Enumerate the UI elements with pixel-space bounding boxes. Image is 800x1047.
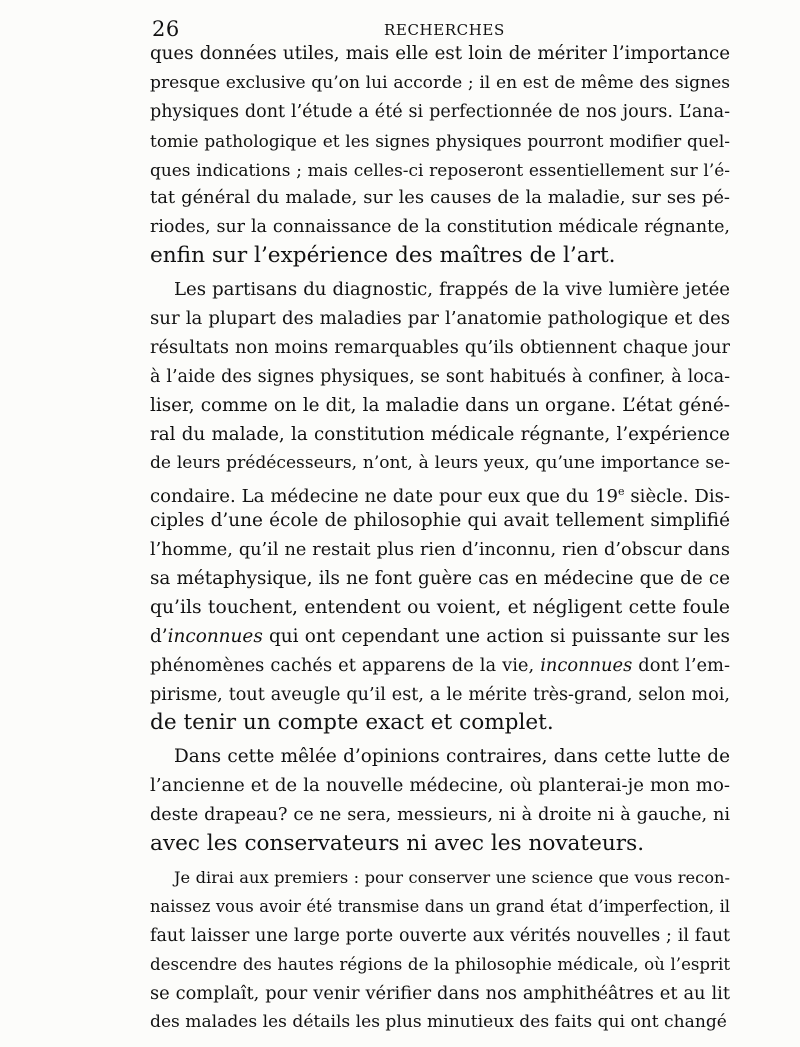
text-line: physiques dont l’étude a été si perfectionnée de nos jours. L’ana- — [150, 101, 730, 122]
body-text — [150, 40, 730, 1037]
text-line: condaire. La médecine ne date pour eux que du 19e siècle. Dis- — [150, 485, 730, 508]
text-line: Je dirai aux premiers : pour conserver une science que vous recon- — [174, 867, 730, 887]
text-line: pirisme, tout aveugle qu’il est, a le mérite très-grand, selon moi, — [150, 684, 730, 705]
text-line: d’inconnues qui ont cependant une action si puissante sur les — [150, 625, 730, 647]
text-line: Les partisans du diagnostic, frappés de la vive lumière jetée — [174, 279, 730, 301]
text-line: faut laisser une large porte ouverte aux vérités nouvelles ; il faut — [150, 925, 730, 946]
page-number: 26 — [152, 17, 180, 41]
text-line: deste drapeau? ce ne sera, messieurs, ni à droite ni à gauche, ni — [150, 805, 730, 826]
text-line: avec les conservateurs ni avec les novateurs. — [150, 831, 645, 857]
text-line: Dans cette mêlée d’opinions contraires, dans cette lutte de — [174, 746, 730, 768]
text-line: tomie pathologique et les signes physiques pourront modifier quel- — [150, 130, 730, 151]
paragraph — [150, 276, 730, 738]
text-line: presque exclusive qu’on lui accorde ; il en est de même des signes — [150, 72, 730, 93]
paragraph — [150, 40, 730, 271]
text-line: l’ancienne et de la nouvelle médecine, où planterai-je mon mo- — [150, 775, 730, 797]
text-line: de tenir un compte exact et complet. — [150, 710, 554, 736]
text-line: résultats non moins remarquables qu’ils obtiennent chaque jour — [150, 337, 730, 358]
text-line: phénomènes cachés et apparens de la vie, inconnues dont l’em- — [150, 654, 730, 676]
text-line: de leurs prédécesseurs, n’ont, à leurs yeux, qu’une importance se- — [150, 453, 730, 474]
text-line: ques données utiles, mais elle est loin de mériter l’importance — [150, 43, 730, 64]
paragraph — [150, 743, 730, 859]
text-line: l’homme, qu’il ne restait plus rien d’inconnu, rien d’obscur dans — [150, 540, 730, 561]
text-line: des malades les détails les plus minutieux des faits qui ont changé — [150, 1012, 727, 1033]
running-title: RECHERCHES — [384, 21, 505, 39]
text-line: ral du malade, la constitution médicale régnante, l’expérience — [150, 423, 730, 445]
paragraph — [150, 864, 730, 1037]
text-line: qu’ils touchent, entendent ou voient, et négligent cette foule — [150, 596, 730, 618]
text-line: tat général du malade, sur les causes de la maladie, sur ses pé- — [150, 187, 730, 209]
text-line: sur la plupart des maladies par l’anatomie pathologique et des — [150, 308, 730, 330]
text-line: ciples d’une école de philosophie qui avait tellement simplifié — [150, 510, 730, 532]
text-line: à l’aide des signes physiques, se sont habitués à confiner, à loca- — [150, 366, 730, 387]
text-line: sa métaphysique, ils ne font guère cas en médecine que de ce — [150, 568, 730, 590]
text-line: riodes, sur la connaissance de la constitution médicale régnante, — [150, 217, 730, 238]
text-line: liser, comme on le dit, la maladie dans un organe. L’état géné- — [150, 394, 730, 416]
text-line: descendre des hautes régions de la philosophie médicale, où l’esprit — [150, 954, 730, 974]
text-line: enfin sur l’expérience des maîtres de l’art. — [150, 243, 616, 269]
text-line: ques indications ; mais celles-ci reposeront essentiellement sur l’é- — [150, 159, 730, 180]
text-line: se complaît, pour venir vérifier dans nos amphithéâtres et au lit — [150, 982, 730, 1004]
text-line: naissez vous avoir été transmise dans un grand état d’imperfection, il — [150, 896, 730, 916]
